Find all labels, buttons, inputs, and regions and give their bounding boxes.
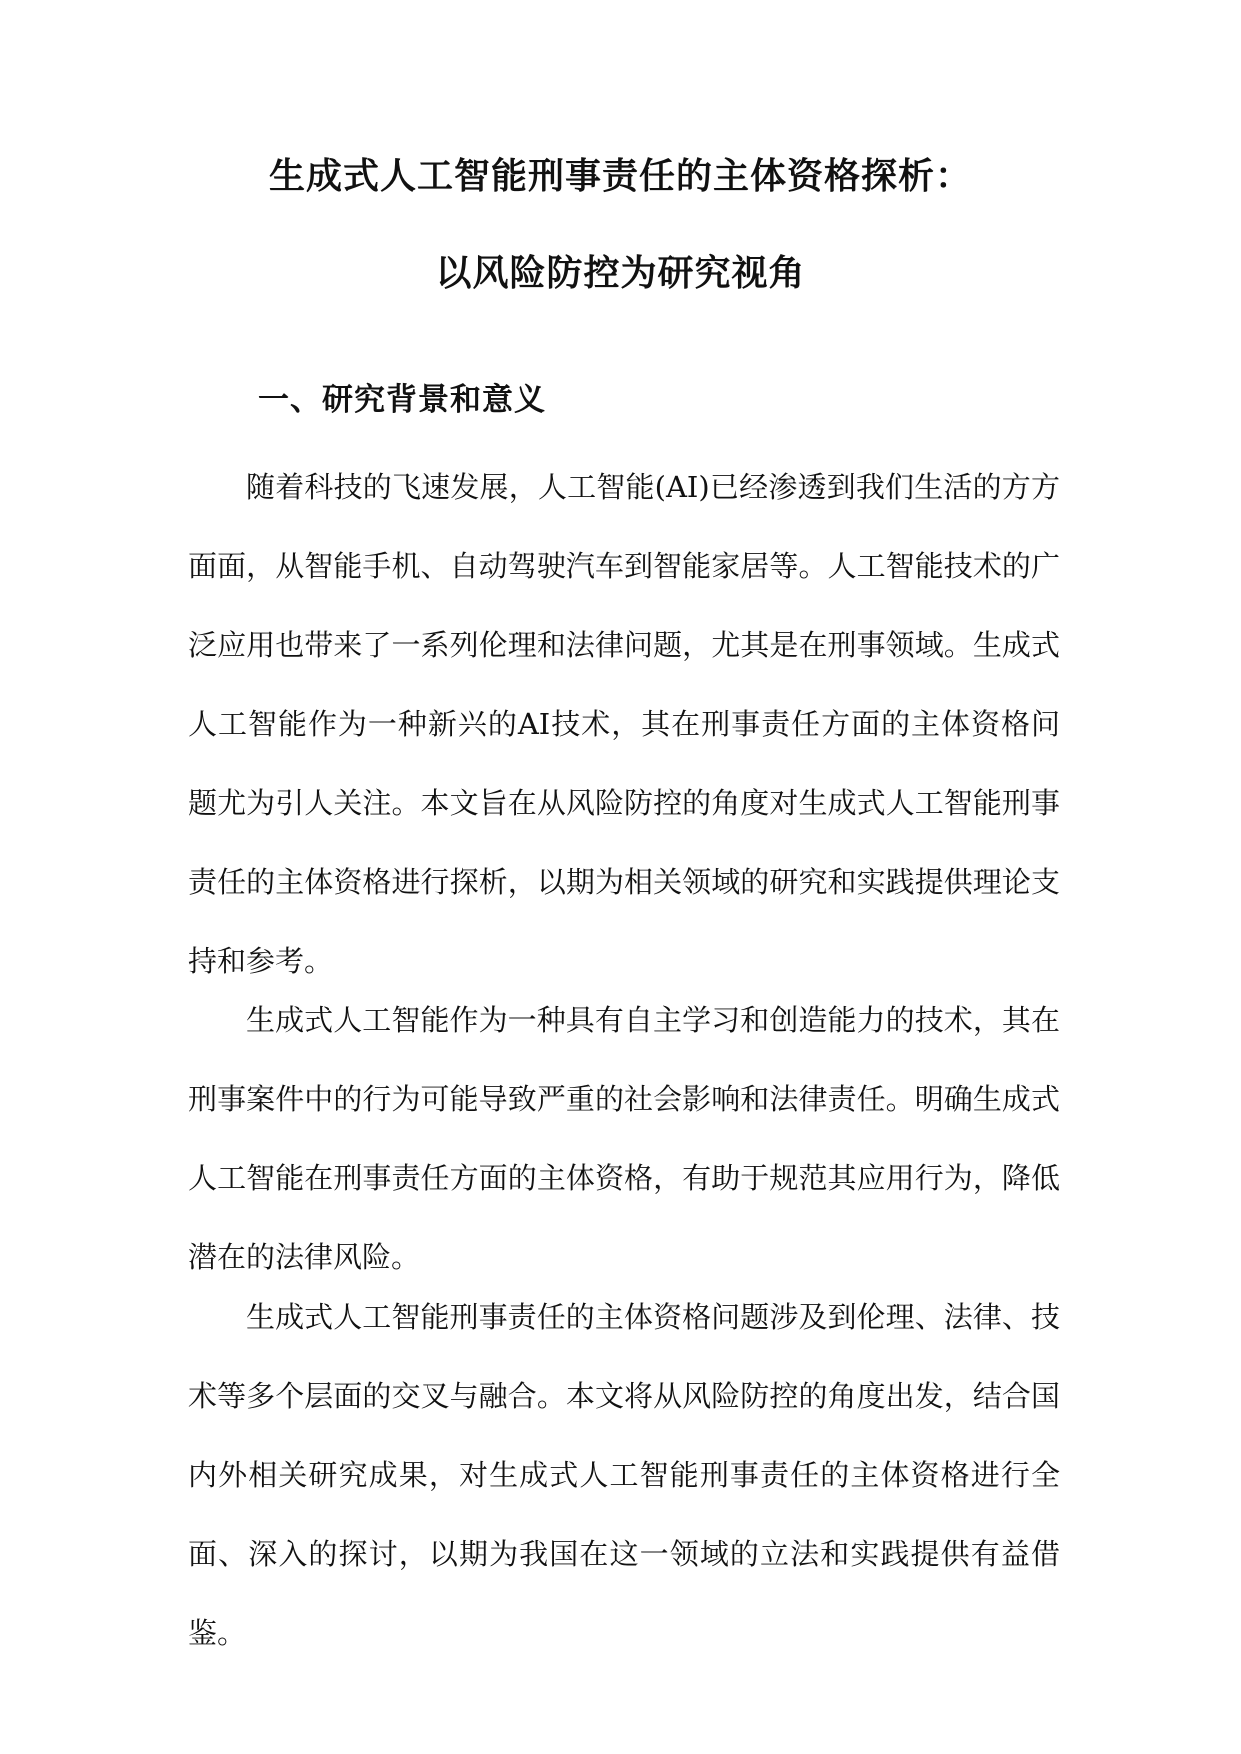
body-paragraph-2: 生成式人工智能作为一种具有自主学习和创造能力的技术，其在刑事案件中的行为可能导致严重的社会影响和法律责任。明确生成式人工智能在刑事责任方面的主体资格，有助于规范其应用行为，降低潜在的法律风险。 — [188, 1003, 1060, 1274]
body-paragraph-3: 生成式人工智能刑事责任的主体资格问题涉及到伦理、法律、技术等多个层面的交叉与融合。本文将从风险防控的角度出发，结合国内外相关研究成果，对生成式人工智能刑事责任的主体资格进行全面、深入的探讨，以期为我国在这一领域的立法和实践提供有益借鉴。 — [188, 1300, 1060, 1650]
section-heading: 一、研究背景和意义 — [258, 382, 546, 418]
document-title-line-1: 生成式人工智能刑事责任的主体资格探析： — [268, 155, 972, 197]
document-title-line-2: 以风险防控为研究视角 — [435, 252, 806, 294]
body-paragraph-1: 随着科技的飞速发展，人工智能(AI)已经渗透到我们生活的方方面面，从智能手机、自动驾驶汽车到智能家居等。人工智能技术的广泛应用也带来了一系列伦理和法律问题，尤其是在刑事领域。生成式人工智能作为一种新兴的AI技术，其在刑事责任方面的主体资格问题尤为引人关注。本文旨在从风险防控的角度对生成式人工智能刑事责任的主体资格进行探析，以期为相关领域的研究和实践提供理论支持和参考。 — [188, 470, 1060, 978]
